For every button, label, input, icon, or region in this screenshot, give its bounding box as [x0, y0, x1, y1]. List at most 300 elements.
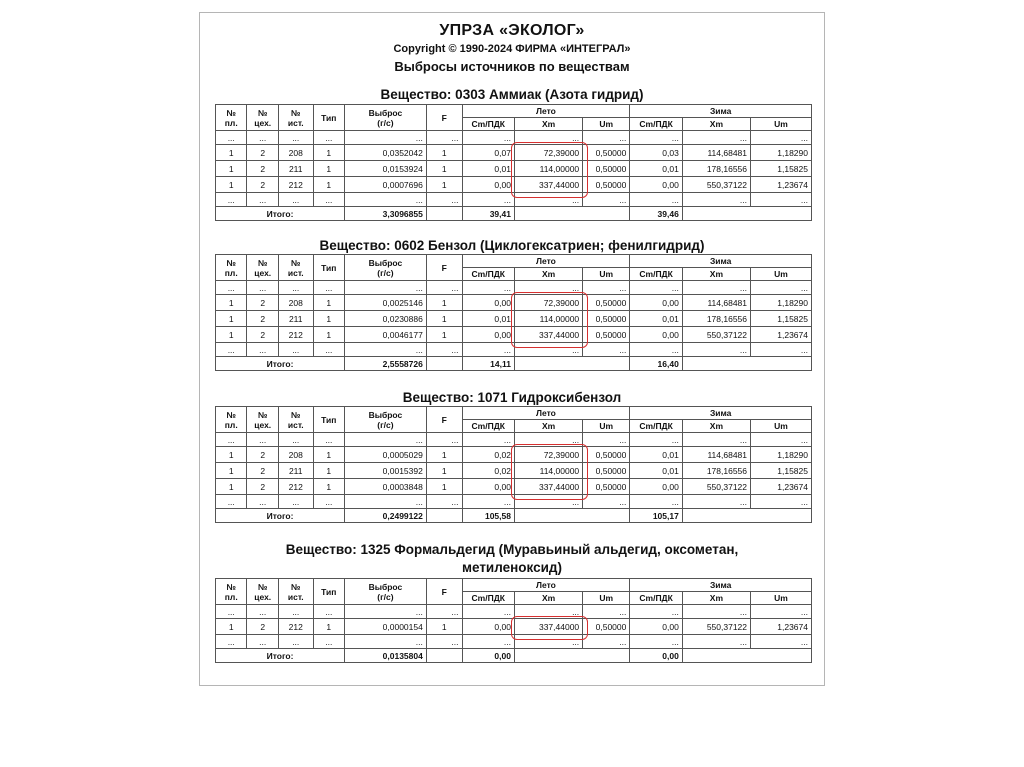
cell-vybros: 0,0015392 [345, 463, 427, 479]
cell-xm-leto-highlighted: 72,39000 [514, 295, 582, 311]
ellipsis-cell: ... [514, 343, 582, 357]
total-row [216, 509, 812, 523]
header-um-leto: Um [583, 420, 630, 433]
total-label: Итого: [216, 357, 345, 371]
cell-f: 1 [426, 311, 462, 327]
cell-xm-leto-highlighted: 114,00000 [514, 161, 582, 177]
ellipsis-cell: ... [583, 605, 630, 619]
ellipsis-cell: ... [278, 605, 313, 619]
cell-pl: 1 [216, 463, 247, 479]
cell-xm-zima: 114,68481 [682, 145, 750, 161]
header-ist: № ист. [278, 255, 313, 281]
header-um-zima: Um [751, 118, 812, 131]
ellipsis-cell: ... [682, 635, 750, 649]
cell-cm-zima: 0,01 [630, 447, 682, 463]
header-cm-leto: Cm/ПДК [462, 268, 514, 281]
total-empty [514, 207, 629, 221]
ellipsis-cell: ... [313, 193, 344, 207]
header-zima: Зима [630, 407, 812, 420]
cell-pl: 1 [216, 311, 247, 327]
table-header-row [216, 255, 812, 268]
total-cm-leto: 0,00 [462, 649, 514, 663]
total-cm-zima: 16,40 [630, 357, 682, 371]
cell-ceh: 2 [247, 161, 278, 177]
ellipsis-cell: ... [345, 343, 427, 357]
cell-pl: 1 [216, 327, 247, 343]
ellipsis-cell: ... [278, 495, 313, 509]
header-f: F [426, 579, 462, 605]
cell-um-zima: 1,18290 [751, 145, 812, 161]
cell-xm-zima: 550,37122 [682, 177, 750, 193]
ellipsis-cell: ... [514, 635, 582, 649]
ellipsis-cell: ... [216, 433, 247, 447]
header-cm-leto: Cm/ПДК [462, 592, 514, 605]
cell-ist: 208 [278, 145, 313, 161]
ellipsis-cell: ... [345, 131, 427, 145]
cell-ceh: 2 [247, 619, 278, 635]
ellipsis-cell: ... [583, 131, 630, 145]
cell-cm-zima: 0,01 [630, 161, 682, 177]
cell-ceh: 2 [247, 295, 278, 311]
total-cm-leto: 14,11 [462, 357, 514, 371]
ellipsis-cell: ... [278, 635, 313, 649]
ellipsis-cell: ... [216, 635, 247, 649]
total-vybros: 2,5558726 [345, 357, 427, 371]
ellipsis-cell: ... [514, 281, 582, 295]
cell-ceh: 2 [247, 447, 278, 463]
ellipsis-cell: ... [313, 495, 344, 509]
header-ceh: № цех. [247, 105, 278, 131]
cell-um-leto: 0,50000 [583, 311, 630, 327]
header-pl: № пл. [216, 407, 247, 433]
ellipsis-cell: ... [313, 635, 344, 649]
cell-ist: 208 [278, 295, 313, 311]
ellipsis-cell: ... [278, 433, 313, 447]
ellipsis-cell: ... [462, 635, 514, 649]
cell-cm-leto: 0,00 [462, 327, 514, 343]
cell-xm-zima: 178,16556 [682, 161, 750, 177]
total-empty [514, 649, 629, 663]
cell-xm-leto-highlighted: 114,00000 [514, 463, 582, 479]
total-empty [682, 649, 811, 663]
cell-f: 1 [426, 619, 462, 635]
xm-highlight-box [511, 444, 587, 500]
ellipsis-cell: ... [462, 495, 514, 509]
ellipsis-cell: ... [751, 281, 812, 295]
cell-f: 1 [426, 479, 462, 495]
cell-ceh: 2 [247, 311, 278, 327]
header-vybros: Выброс (г/с) [345, 407, 427, 433]
header-f: F [426, 255, 462, 281]
cell-um-zima: 1,18290 [751, 295, 812, 311]
cell-ist: 211 [278, 161, 313, 177]
cell-f: 1 [426, 161, 462, 177]
cell-pl: 1 [216, 295, 247, 311]
ellipsis-cell: ... [751, 193, 812, 207]
cell-xm-leto-highlighted: 72,39000 [514, 145, 582, 161]
cell-cm-leto: 0,01 [462, 161, 514, 177]
ellipsis-cell: ... [247, 495, 278, 509]
total-empty [682, 207, 811, 221]
ellipsis-cell: ... [216, 281, 247, 295]
header-um-leto: Um [583, 592, 630, 605]
cell-vybros: 0,0153924 [345, 161, 427, 177]
header-vybros: Выброс (г/с) [345, 105, 427, 131]
header-f: F [426, 407, 462, 433]
cell-pl: 1 [216, 619, 247, 635]
ellipsis-cell: ... [426, 281, 462, 295]
ellipsis-cell: ... [630, 281, 682, 295]
ellipsis-cell: ... [462, 131, 514, 145]
ellipsis-cell: ... [682, 495, 750, 509]
cell-f: 1 [426, 463, 462, 479]
cell-vybros: 0,0003848 [345, 479, 427, 495]
ellipsis-cell: ... [682, 605, 750, 619]
header-xm-zima: Xm [682, 118, 750, 131]
header-ist: № ист. [278, 407, 313, 433]
cell-tip: 1 [313, 161, 344, 177]
cell-cm-zima: 0,00 [630, 295, 682, 311]
cell-um-zima: 1,18290 [751, 447, 812, 463]
total-label: Итого: [216, 207, 345, 221]
cell-xm-zima: 550,37122 [682, 327, 750, 343]
total-cm-zima: 0,00 [630, 649, 682, 663]
ellipsis-cell: ... [630, 131, 682, 145]
cell-vybros: 0,0352042 [345, 145, 427, 161]
header-xm-zima: Xm [682, 268, 750, 281]
ellipsis-cell: ... [247, 635, 278, 649]
cell-um-leto: 0,50000 [583, 161, 630, 177]
cell-vybros: 0,0025146 [345, 295, 427, 311]
header-um-leto: Um [583, 268, 630, 281]
total-empty [682, 509, 811, 523]
cell-ceh: 2 [247, 145, 278, 161]
cell-um-leto: 0,50000 [583, 177, 630, 193]
total-vybros: 0,0135804 [345, 649, 427, 663]
header-tip: Тип [313, 407, 344, 433]
ellipsis-cell: ... [630, 343, 682, 357]
cell-pl: 1 [216, 161, 247, 177]
cell-cm-zima: 0,00 [630, 619, 682, 635]
cell-cm-zima: 0,00 [630, 177, 682, 193]
ellipsis-cell: ... [583, 281, 630, 295]
header-um-zima: Um [751, 592, 812, 605]
header-pl: № пл. [216, 255, 247, 281]
cell-tip: 1 [313, 145, 344, 161]
cell-cm-zima: 0,01 [630, 463, 682, 479]
cell-vybros: 0,0005029 [345, 447, 427, 463]
ellipsis-cell: ... [216, 495, 247, 509]
ellipsis-cell: ... [682, 343, 750, 357]
substance-title: Вещество: 1071 Гидроксибензол [402, 390, 622, 405]
ellipsis-cell: ... [247, 433, 278, 447]
ellipsis-cell: ... [514, 131, 582, 145]
cell-pl: 1 [216, 447, 247, 463]
table-header-row [216, 579, 812, 592]
ellipsis-cell: ... [630, 495, 682, 509]
cell-f: 1 [426, 295, 462, 311]
ellipsis-cell: ... [462, 605, 514, 619]
total-row [216, 357, 812, 371]
cell-xm-zima: 550,37122 [682, 479, 750, 495]
ellipsis-cell: ... [278, 193, 313, 207]
ellipsis-cell: ... [247, 131, 278, 145]
ellipsis-cell: ... [247, 343, 278, 357]
ellipsis-cell: ... [751, 605, 812, 619]
ellipsis-cell: ... [216, 193, 247, 207]
total-f-empty [426, 509, 462, 523]
cell-um-zima: 1,23674 [751, 619, 812, 635]
cell-tip: 1 [313, 479, 344, 495]
cell-um-leto: 0,50000 [583, 145, 630, 161]
ellipsis-cell: ... [682, 433, 750, 447]
cell-ist: 212 [278, 177, 313, 193]
cell-xm-zima: 178,16556 [682, 311, 750, 327]
cell-ist: 212 [278, 327, 313, 343]
total-cm-zima: 39,46 [630, 207, 682, 221]
cell-cm-zima: 0,03 [630, 145, 682, 161]
header-vybros: Выброс (г/с) [345, 255, 427, 281]
header-xm-leto: Xm [514, 592, 582, 605]
header-tip: Тип [313, 579, 344, 605]
header-xm-zima: Xm [682, 420, 750, 433]
header-leto: Лето [462, 407, 630, 420]
header-zima: Зима [630, 255, 812, 268]
header-um-leto: Um [583, 118, 630, 131]
ellipsis-cell: ... [278, 281, 313, 295]
header-ist: № ист. [278, 105, 313, 131]
header-cm-zima: Cm/ПДК [630, 420, 682, 433]
cell-xm-zima: 178,16556 [682, 463, 750, 479]
header-f: F [426, 105, 462, 131]
ellipsis-cell: ... [278, 343, 313, 357]
ellipsis-cell: ... [345, 495, 427, 509]
cell-f: 1 [426, 327, 462, 343]
header-zima: Зима [630, 579, 812, 592]
ellipsis-cell: ... [514, 495, 582, 509]
cell-ceh: 2 [247, 463, 278, 479]
ellipsis-cell: ... [583, 193, 630, 207]
ellipsis-cell: ... [514, 605, 582, 619]
cell-cm-leto: 0,00 [462, 619, 514, 635]
cell-tip: 1 [313, 447, 344, 463]
ellipsis-cell: ... [313, 433, 344, 447]
total-cm-zima: 105,17 [630, 509, 682, 523]
ellipsis-cell: ... [751, 433, 812, 447]
header-zima: Зима [630, 105, 812, 118]
cell-tip: 1 [313, 177, 344, 193]
cell-ist: 208 [278, 447, 313, 463]
header-xm-leto: Xm [514, 118, 582, 131]
ellipsis-cell: ... [514, 433, 582, 447]
ellipsis-cell: ... [345, 433, 427, 447]
cell-xm-leto-highlighted: 72,39000 [514, 447, 582, 463]
ellipsis-cell: ... [751, 131, 812, 145]
cell-cm-leto: 0,00 [462, 479, 514, 495]
header-leto: Лето [462, 255, 630, 268]
header-pl: № пл. [216, 579, 247, 605]
cell-tip: 1 [313, 295, 344, 311]
cell-um-leto: 0,50000 [583, 479, 630, 495]
ellipsis-cell: ... [345, 605, 427, 619]
header-vybros: Выброс (г/с) [345, 579, 427, 605]
cell-um-zima: 1,23674 [751, 327, 812, 343]
cell-cm-leto: 0,00 [462, 177, 514, 193]
cell-tip: 1 [313, 463, 344, 479]
cell-um-zima: 1,15825 [751, 463, 812, 479]
ellipsis-cell: ... [751, 343, 812, 357]
cell-cm-leto: 0,01 [462, 311, 514, 327]
cell-um-leto: 0,50000 [583, 619, 630, 635]
ellipsis-cell: ... [462, 433, 514, 447]
total-cm-leto: 105,58 [462, 509, 514, 523]
report-subtitle: Выбросы источников по веществам [394, 59, 630, 74]
cell-cm-leto: 0,02 [462, 447, 514, 463]
total-empty [514, 357, 629, 371]
header-ceh: № цех. [247, 579, 278, 605]
ellipsis-cell: ... [630, 433, 682, 447]
cell-um-leto: 0,50000 [583, 295, 630, 311]
cell-vybros: 0,0230886 [345, 311, 427, 327]
header-leto: Лето [462, 579, 630, 592]
ellipsis-cell: ... [345, 193, 427, 207]
cell-f: 1 [426, 177, 462, 193]
ellipsis-cell: ... [313, 605, 344, 619]
ellipsis-cell: ... [426, 635, 462, 649]
ellipsis-cell: ... [426, 131, 462, 145]
cell-tip: 1 [313, 327, 344, 343]
header-cm-leto: Cm/ПДК [462, 420, 514, 433]
ellipsis-cell: ... [583, 433, 630, 447]
cell-pl: 1 [216, 479, 247, 495]
cell-xm-leto-highlighted: 337,44000 [514, 619, 582, 635]
ellipsis-cell: ... [583, 495, 630, 509]
ellipsis-cell: ... [426, 433, 462, 447]
cell-um-zima: 1,23674 [751, 177, 812, 193]
total-f-empty [426, 357, 462, 371]
total-label: Итого: [216, 509, 345, 523]
ellipsis-cell: ... [216, 605, 247, 619]
header-xm-zima: Xm [682, 592, 750, 605]
ellipsis-cell: ... [247, 605, 278, 619]
total-row [216, 649, 812, 663]
total-cm-leto: 39,41 [462, 207, 514, 221]
header-um-zima: Um [751, 268, 812, 281]
total-label: Итого: [216, 649, 345, 663]
cell-cm-leto: 0,07 [462, 145, 514, 161]
ellipsis-cell: ... [751, 495, 812, 509]
ellipsis-cell: ... [313, 131, 344, 145]
cell-um-zima: 1,23674 [751, 479, 812, 495]
header-xm-leto: Xm [514, 268, 582, 281]
cell-um-zima: 1,15825 [751, 161, 812, 177]
header-um-zima: Um [751, 420, 812, 433]
ellipsis-cell: ... [682, 131, 750, 145]
ellipsis-cell: ... [682, 193, 750, 207]
cell-vybros: 0,0000154 [345, 619, 427, 635]
cell-f: 1 [426, 145, 462, 161]
header-tip: Тип [313, 255, 344, 281]
cell-xm-leto-highlighted: 337,44000 [514, 479, 582, 495]
header-cm-zima: Cm/ПДК [630, 118, 682, 131]
total-f-empty [426, 649, 462, 663]
ellipsis-cell: ... [247, 281, 278, 295]
cell-cm-leto: 0,00 [462, 295, 514, 311]
ellipsis-cell: ... [462, 281, 514, 295]
cell-um-zima: 1,15825 [751, 311, 812, 327]
ellipsis-cell: ... [682, 281, 750, 295]
cell-ist: 211 [278, 463, 313, 479]
ellipsis-cell: ... [247, 193, 278, 207]
cell-ist: 211 [278, 311, 313, 327]
cell-um-leto: 0,50000 [583, 327, 630, 343]
ellipsis-cell: ... [462, 343, 514, 357]
cell-cm-zima: 0,00 [630, 327, 682, 343]
ellipsis-cell: ... [313, 343, 344, 357]
cell-vybros: 0,0007696 [345, 177, 427, 193]
ellipsis-cell: ... [514, 193, 582, 207]
cell-um-leto: 0,50000 [583, 447, 630, 463]
table-header-row [216, 105, 812, 118]
substance-title: Вещество: 1325 Формальдегид (Муравьиный альдегид, оксометан, метиленоксид) [285, 542, 739, 575]
ellipsis-cell: ... [751, 635, 812, 649]
ellipsis-cell: ... [630, 605, 682, 619]
cell-cm-leto: 0,02 [462, 463, 514, 479]
xm-highlight-box [511, 292, 587, 348]
ellipsis-cell: ... [313, 281, 344, 295]
total-row [216, 207, 812, 221]
cell-pl: 1 [216, 145, 247, 161]
cell-um-leto: 0,50000 [583, 463, 630, 479]
copyright-line: Copyright © 1990-2024 ФИРМА «ИНТЕГРАЛ» [393, 43, 631, 55]
header-cm-zima: Cm/ПДК [630, 268, 682, 281]
ellipsis-cell: ... [426, 495, 462, 509]
cell-ist: 212 [278, 619, 313, 635]
header-ceh: № цех. [247, 255, 278, 281]
ellipsis-cell: ... [583, 343, 630, 357]
header-tip: Тип [313, 105, 344, 131]
ellipsis-cell: ... [630, 635, 682, 649]
cell-xm-leto-highlighted: 337,44000 [514, 327, 582, 343]
cell-xm-zima: 114,68481 [682, 447, 750, 463]
header-ist: № ист. [278, 579, 313, 605]
total-f-empty [426, 207, 462, 221]
ellipsis-cell: ... [216, 343, 247, 357]
report-page [199, 12, 825, 686]
ellipsis-cell: ... [216, 131, 247, 145]
report-title: УПРЗА «ЭКОЛОГ» [439, 22, 585, 39]
cell-cm-zima: 0,01 [630, 311, 682, 327]
total-vybros: 3,3096855 [345, 207, 427, 221]
xm-highlight-box [511, 142, 587, 198]
cell-tip: 1 [313, 619, 344, 635]
total-empty [514, 509, 629, 523]
ellipsis-cell: ... [345, 635, 427, 649]
ellipsis-cell: ... [462, 193, 514, 207]
cell-ceh: 2 [247, 177, 278, 193]
cell-ist: 212 [278, 479, 313, 495]
cell-xm-leto-highlighted: 337,44000 [514, 177, 582, 193]
ellipsis-cell: ... [583, 635, 630, 649]
cell-xm-zima: 114,68481 [682, 295, 750, 311]
cell-xm-leto-highlighted: 114,00000 [514, 311, 582, 327]
total-vybros: 0,2499122 [345, 509, 427, 523]
cell-pl: 1 [216, 177, 247, 193]
substance-title: Вещество: 0602 Бензол (Циклогексатриен; фенилгидрид) [319, 238, 705, 253]
substance-title: Вещество: 0303 Аммиак (Азота гидрид) [380, 87, 644, 102]
ellipsis-cell: ... [426, 605, 462, 619]
table-header-row [216, 407, 812, 420]
